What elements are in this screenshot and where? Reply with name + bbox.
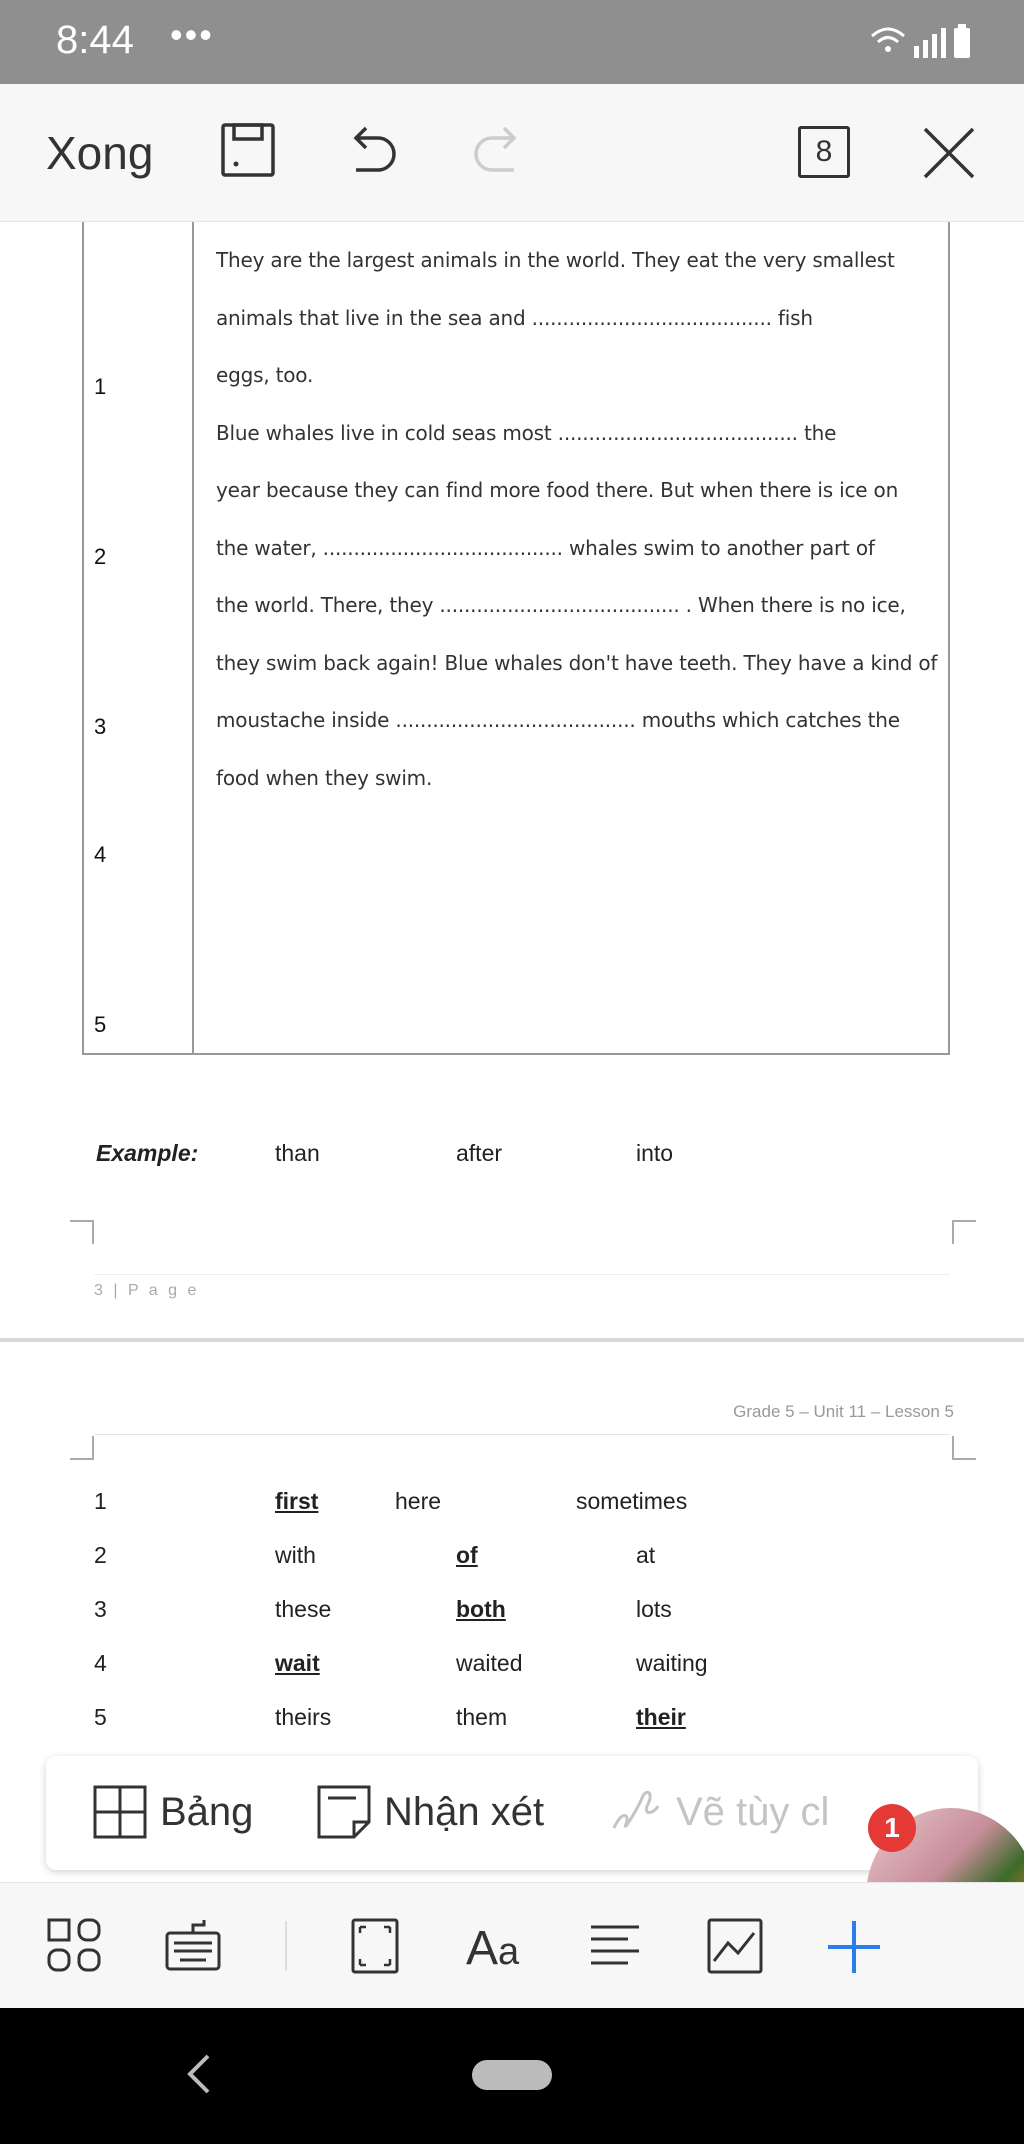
status-icons: [868, 22, 978, 67]
paragraph-align-icon[interactable]: [588, 1917, 642, 1978]
passage-line: They are the largest animals in the world. They eat the very smallest: [216, 248, 895, 272]
answer-word: theirs: [275, 1704, 332, 1730]
table-icon: [92, 1784, 148, 1840]
font-format-icon[interactable]: Aa: [466, 1922, 520, 1975]
row-number: 3: [94, 714, 107, 739]
image-chart-icon[interactable]: [706, 1917, 764, 1980]
answer-word: wait: [275, 1650, 320, 1676]
page-corner-mark: [70, 1436, 94, 1460]
freehand-draw-icon: [608, 1784, 664, 1840]
page-count-button[interactable]: 8: [798, 126, 850, 178]
row-number: 2: [94, 544, 107, 569]
notification-badge: 1: [868, 1804, 916, 1852]
passage-line: eggs, too.: [216, 363, 314, 387]
answer-word: lots: [636, 1596, 672, 1622]
bottom-toolbar: [0, 1882, 1024, 2008]
page-break: [0, 1338, 1024, 1342]
answer-word: waiting: [636, 1650, 708, 1676]
example-word: after: [456, 1140, 503, 1166]
page-corner-mark: [952, 1220, 976, 1244]
editor-toolbar: [0, 84, 1024, 222]
comment-icon: [316, 1784, 372, 1840]
answer-word: at: [636, 1542, 656, 1568]
page-footer: 3 | P a g e: [94, 1282, 200, 1299]
undo-icon[interactable]: [344, 122, 400, 187]
status-more-dots: •••: [170, 14, 214, 55]
passage-line: Blue whales live in cold seas most ....................................... the: [216, 420, 837, 445]
home-pill[interactable]: [472, 2060, 552, 2090]
done-button[interactable]: Xong: [46, 127, 154, 179]
passage-line: animals that live in the sea and ....................................... fish: [216, 305, 813, 330]
passage-line: they swim back again! Blue whales don't have teeth. They have a kind of: [216, 650, 938, 675]
passage-line: food when they swim.: [216, 765, 433, 790]
row-number: 4: [94, 842, 107, 867]
page-corner-mark: [952, 1436, 976, 1460]
row-number: 5: [94, 1012, 107, 1037]
wifi-signal-battery-icon: [868, 22, 978, 62]
answer-word: with: [275, 1542, 316, 1568]
answer-word: these: [275, 1596, 332, 1622]
row-number: 1: [94, 374, 107, 399]
system-navigation-bar: [0, 2008, 1024, 2144]
add-icon[interactable]: [824, 1917, 884, 1982]
answer-num: 2: [94, 1542, 107, 1568]
page-layout-icon[interactable]: [350, 1917, 400, 1980]
page-corner-mark: [70, 1220, 94, 1244]
passage-line: the water, ....................................... whales swim to another part of: [216, 535, 875, 560]
page-header: Grade 5 – Unit 11 – Lesson 5: [733, 1402, 954, 1421]
answer-word: waited: [456, 1650, 523, 1676]
answer-num: 1: [94, 1488, 107, 1514]
header-line: [94, 1434, 950, 1435]
redo-icon[interactable]: [470, 122, 526, 187]
answer-word: of: [456, 1542, 478, 1568]
footer-line: [94, 1274, 950, 1275]
answer-num: 3: [94, 1596, 107, 1622]
example-label: Example:: [96, 1140, 199, 1166]
insert-draw-button[interactable]: [608, 1782, 872, 1842]
apps-icon[interactable]: [46, 1917, 102, 1978]
toolbar-separator: [285, 1921, 287, 1971]
answer-word: sometimes: [576, 1488, 688, 1514]
keyboard-icon[interactable]: [164, 1917, 222, 1980]
answer-word: them: [456, 1704, 508, 1730]
answer-word: here: [395, 1488, 442, 1514]
status-bar: [0, 0, 1024, 84]
answer-word: first: [275, 1488, 319, 1514]
answer-word: both: [456, 1596, 506, 1622]
back-icon[interactable]: [184, 2052, 214, 2107]
passage-table: [82, 222, 950, 1055]
example-word: than: [275, 1140, 320, 1166]
insert-table-button[interactable]: [92, 1782, 253, 1842]
status-time: 8:44: [56, 18, 134, 62]
passage-line: the world. There, they ....................................... . When there is no ice,: [216, 593, 906, 617]
insert-bar: [46, 1756, 978, 1870]
document-canvas[interactable]: [0, 222, 1024, 1880]
answer-num: 5: [94, 1704, 107, 1730]
answer-word: their: [636, 1704, 686, 1730]
insert-comment-button[interactable]: [316, 1782, 544, 1842]
insert-comment-label: Nhận xét: [384, 1789, 545, 1834]
table-divider: [192, 222, 194, 1055]
passage-line: moustache inside ....................................... mouths which catches the: [216, 708, 900, 732]
passage-line: year because they can find more food there. But when there is ice on: [216, 478, 899, 502]
insert-draw-label: Vẽ tùy cl: [676, 1789, 830, 1834]
example-word: into: [636, 1140, 674, 1166]
passage-text[interactable]: [216, 232, 936, 807]
save-icon[interactable]: [220, 122, 276, 183]
close-icon[interactable]: [922, 126, 976, 185]
insert-table-label: Bảng: [160, 1789, 254, 1834]
answer-num: 4: [94, 1650, 107, 1676]
